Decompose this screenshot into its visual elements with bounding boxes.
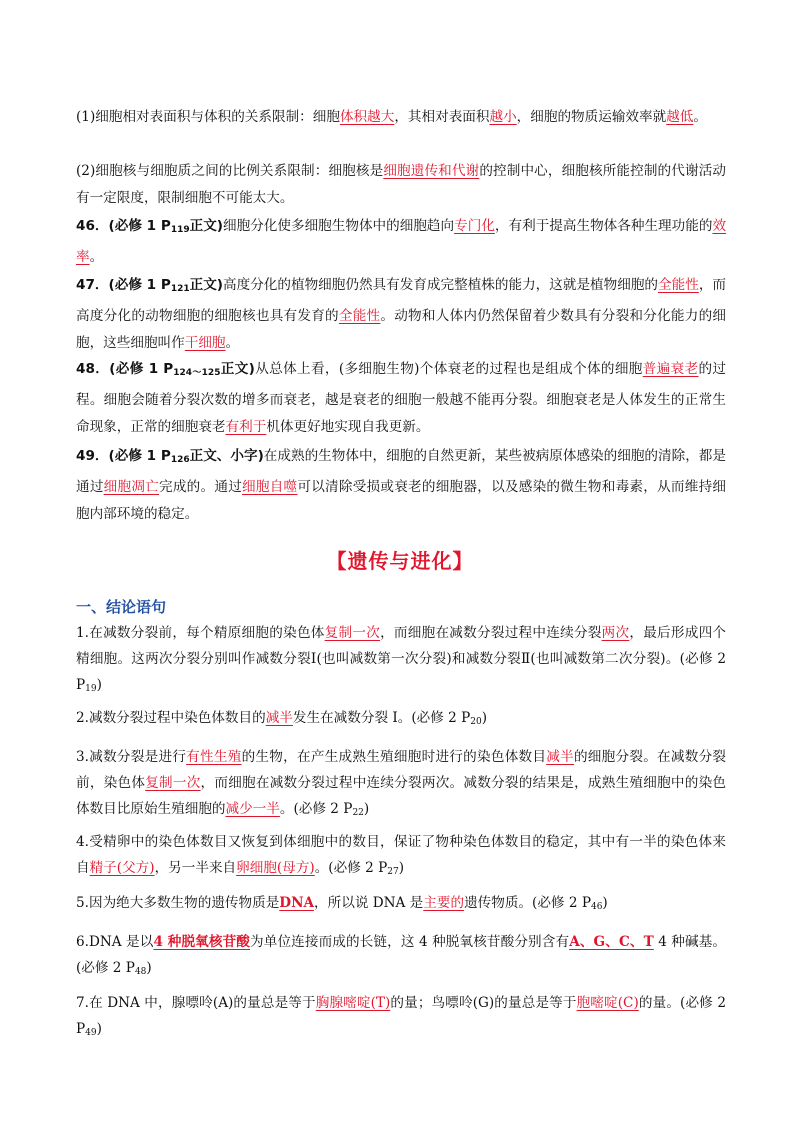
text: 1.在减数分裂前，每个精原细胞的染色体 xyxy=(76,625,325,641)
answer-blank: 细胞自噬 xyxy=(242,479,298,495)
answer-blank: 有利于 xyxy=(225,419,267,435)
text: 的控制中心，细胞核所能控制的代谢活动有一定限度，限制细胞不可能太大。 xyxy=(76,163,727,206)
answer-blank: DNA xyxy=(279,895,315,911)
conclusion-item-5 xyxy=(76,890,726,920)
text: 4.受精卵中的染色体数目又恢复到体细胞中的数目，保证了物种染色体数目的稳定，其中有一半的染色体来自 xyxy=(76,834,726,876)
text: 。(必修 2 P xyxy=(279,801,353,817)
answer-blank: 精子(父方) xyxy=(89,860,155,876)
text: 的生物，在产生成熟生殖细胞时进行的染色体数目 xyxy=(241,749,547,765)
answer-blank: 卵细胞(母方) xyxy=(236,860,315,876)
answer-blank: 有性生殖 xyxy=(186,749,242,765)
text: ) xyxy=(363,801,370,817)
text: 的量。(必修 2 P xyxy=(76,995,726,1037)
question-number: 49． xyxy=(76,448,109,464)
question-number: 48． xyxy=(76,361,110,377)
answer-blank: 两次 xyxy=(601,625,630,641)
answer-blank: 干细胞 xyxy=(184,335,226,351)
answer-blank: 减半 xyxy=(265,710,293,726)
text: (1)细胞相对表面积与体积的关系限制：细胞 xyxy=(76,109,340,125)
question-47 xyxy=(76,272,726,357)
answer-blank: 减少一半 xyxy=(225,801,280,817)
page-subscript: 20 xyxy=(470,717,482,727)
text: 5.因为绝大多数生物的遗传物质是 xyxy=(76,895,280,911)
answer-blank: 减半 xyxy=(546,749,574,765)
answer-blank: 4 种脱氧核苷酸 xyxy=(153,934,251,950)
text: ，而高度分化的动物细胞的细胞核也具有发育的 xyxy=(76,277,727,324)
text: 4 种碱基。(必修 2 P xyxy=(76,934,727,976)
section-title: 【遗传与进化】 xyxy=(326,549,474,573)
answer-blank: 细胞遗传和代谢 xyxy=(383,163,480,179)
page-subscript: 46 xyxy=(590,902,603,912)
text: 机体更好地实现自我更新。 xyxy=(266,419,430,435)
text: 遗传物质。(必修 2 P xyxy=(464,895,591,911)
text: 6.DNA 是以 xyxy=(76,934,154,950)
answer-blank: 复制一次 xyxy=(145,775,201,791)
page-subscript: 49 xyxy=(85,1028,97,1038)
question-number: 46． xyxy=(76,218,109,234)
question-number: 47． xyxy=(76,277,109,293)
text: ，另一半来自 xyxy=(154,860,237,876)
text: 高度分化的植物细胞仍然具有发育成完整植株的能力，这就是植物细胞的 xyxy=(223,277,659,293)
text: 细胞分化使多细胞生物体中的细胞趋向 xyxy=(223,218,455,234)
page-subscript: 22 xyxy=(352,808,364,818)
answer-blank: 全能性 xyxy=(658,277,699,293)
text: 发生在减数分裂 Ⅰ。(必修 2 P xyxy=(292,710,471,726)
text: (2)细胞核与细胞质之间的比例关系限制：细胞核是 xyxy=(76,163,384,179)
question-46 xyxy=(76,213,726,271)
text: ，最后形成四个精细胞。这两次分裂分别叫作减数分裂Ⅰ(也叫减数第一次分裂)和减数分裂Ⅱ(也叫减数第二次分裂)。(必修 2 P xyxy=(76,625,727,693)
text: 在成熟的生物体中，细胞的自然更新，某些被病原体感染的细胞的清除，都是通过 xyxy=(76,448,726,495)
text: ) xyxy=(96,1021,102,1037)
textbook-ref: (必修 1 $P_{121}$正文) xyxy=(108,277,224,294)
text: ，细胞的物质运输效率就 xyxy=(516,109,667,125)
textbook-ref: (必修 1 $P_{124\sim 125}$正文) xyxy=(109,361,255,378)
paragraph-limit-1 xyxy=(76,104,726,131)
text: ) xyxy=(398,860,405,876)
page-subscript: 27 xyxy=(387,867,399,877)
text: ) xyxy=(146,960,152,976)
answer-blank: 胞嘧啶(C) xyxy=(576,995,639,1011)
conclusion-item-1 xyxy=(76,620,726,702)
answer-blank: 细胞凋亡 xyxy=(103,479,160,495)
answer-blank: 全能性 xyxy=(338,308,381,324)
page-subscript: 48 xyxy=(134,967,147,977)
text: 3.减数分裂是进行 xyxy=(76,749,187,765)
text: ) xyxy=(602,895,608,911)
text: 完成的。通过 xyxy=(159,479,243,495)
text: 7.在 DNA 中，腺嘌呤(A)的量总是等于 xyxy=(76,995,316,1011)
text: 可以清除受损或衰老的细胞器，以及感染的微生物和毒素，从而维持细胞内部环境的稳定。 xyxy=(76,479,727,522)
conclusion-item-2 xyxy=(76,705,726,735)
text: 的量；鸟嘌呤(G)的量总是等于 xyxy=(390,995,577,1011)
question-49 xyxy=(76,443,726,528)
text: ，而细胞在减数分裂过程中连续分裂两次。减数分裂的结果是，成熟生殖细胞中的染色体数目比原始生殖细胞的 xyxy=(76,775,727,817)
text: 。 xyxy=(693,109,707,125)
text: 。动物和人体内仍然保留着少数具有分裂和分化能力的细胞，这些细胞叫作 xyxy=(76,308,727,351)
answer-blank: 胸腺嘧啶(T) xyxy=(315,995,391,1011)
textbook-ref: (必修 1 $P_{126}$正文、小字) xyxy=(108,448,264,465)
answer-blank: 复制一次 xyxy=(324,625,381,641)
text: ，其相对表面积 xyxy=(394,109,490,125)
text: 。 xyxy=(225,335,240,351)
text: 的细胞分裂。在减数分裂前，染色体 xyxy=(76,749,727,791)
conclusion-item-7 xyxy=(76,990,726,1046)
text: ，所以说 DNA 是 xyxy=(314,895,424,911)
answer-blank: 越小 xyxy=(489,109,517,125)
answer-blank: 越低 xyxy=(666,109,694,125)
conclusion-item-4 xyxy=(76,829,726,885)
text: ，而细胞在减数分裂过程中连续分裂 xyxy=(380,625,602,641)
text: 。(必修 2 P xyxy=(314,860,388,876)
text: 的过程。细胞会随着分裂次数的增多而衰老，越是衰老的细胞一般越不能再分裂。细胞衰老是人体发生的正常生命现象，正常的细胞衰老 xyxy=(76,361,727,435)
textbook-ref: (必修 1 $P_{119}$正文) xyxy=(108,218,224,235)
text: ，有利于提高生物体各种生理功能的 xyxy=(494,218,713,234)
answer-blank: 主要的 xyxy=(423,895,465,911)
conclusion-item-3 xyxy=(76,744,726,826)
answer-blank: 效率 xyxy=(76,218,727,265)
text: 2.减数分裂过程中染色体数目的 xyxy=(76,710,266,726)
subsection-title: 一、结论语句 xyxy=(76,598,167,616)
question-48 xyxy=(76,356,726,441)
conclusion-item-6 xyxy=(76,929,726,985)
answer-blank: 体积越大 xyxy=(339,109,395,125)
text: 从总体上看，(多细胞生物)个体衰老的过程也是组成个体的细胞 xyxy=(254,361,643,377)
text: ) xyxy=(96,677,102,693)
answer-blank: 专门化 xyxy=(454,218,495,234)
page-subscript: 19 xyxy=(85,684,97,694)
text: ) xyxy=(481,710,488,726)
text: 。 xyxy=(89,249,104,265)
text: 为单位连接而成的长链，这 4 种脱氧核苷酸分别含有 xyxy=(250,934,570,950)
paragraph-limit-2 xyxy=(76,158,726,212)
answer-blank: 普遍衰老 xyxy=(642,361,699,377)
answer-blank: A、G、C、T xyxy=(569,934,654,950)
